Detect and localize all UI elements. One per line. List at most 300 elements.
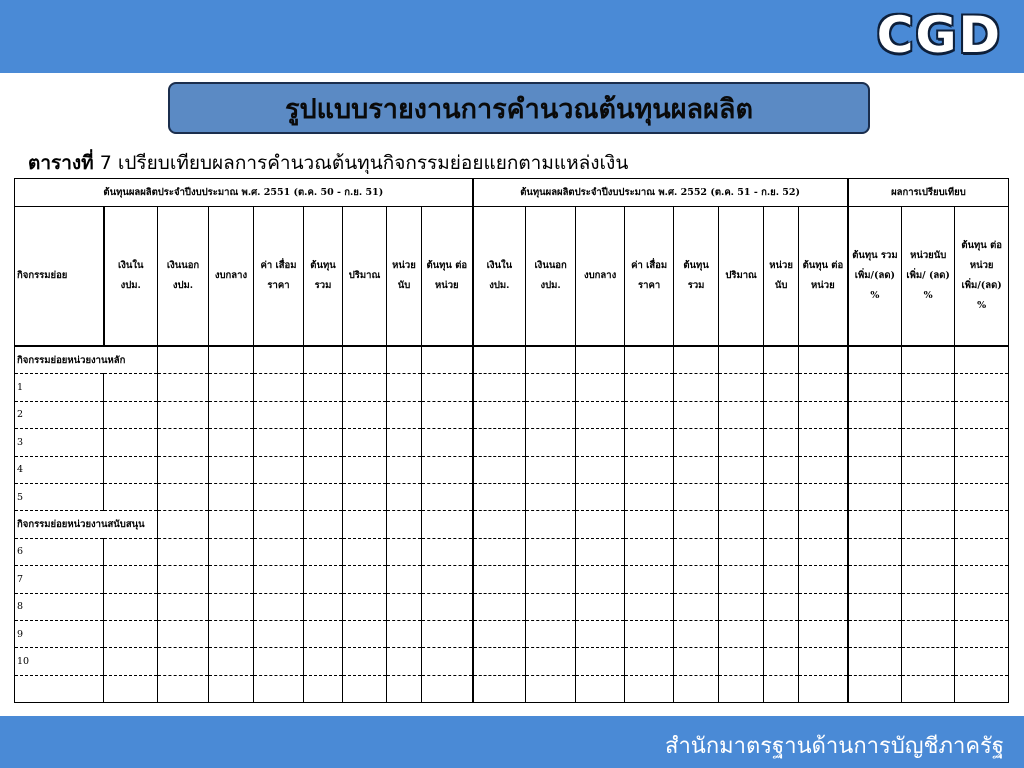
table-cell — [254, 538, 304, 565]
table-cell — [387, 483, 422, 510]
table-cell — [304, 401, 343, 428]
table-cell — [254, 620, 304, 647]
table-cell — [422, 483, 473, 510]
table-cell — [343, 456, 387, 483]
table-row — [15, 648, 1009, 675]
table-cell — [158, 511, 209, 538]
table-cell — [674, 401, 719, 428]
table-cell — [902, 566, 955, 593]
table-row — [15, 511, 1009, 538]
table-cell — [422, 620, 473, 647]
table-cell — [209, 456, 254, 483]
row-label: 4 — [15, 456, 104, 483]
top-banner — [0, 0, 1024, 73]
table-cell — [719, 648, 764, 675]
table-cell — [473, 401, 526, 428]
column-header-2551-4: ค่า เสื่อม ราคา — [254, 207, 304, 347]
table-cell — [576, 374, 625, 401]
table-cell — [422, 401, 473, 428]
table-cell — [576, 593, 625, 620]
table-cell — [674, 566, 719, 593]
table-cell — [387, 593, 422, 620]
table-caption-number: 7 — [99, 152, 112, 174]
table-cell — [955, 675, 1009, 702]
table-cell — [304, 429, 343, 456]
group-header-2552: ต้นทุนผลผลิตประจำปีงบประมาณ พ.ศ. 2552 (ต.ค. 51 - ก.ย. 52) — [473, 179, 848, 207]
table-cell — [343, 566, 387, 593]
table-cell — [526, 483, 576, 510]
table-cell — [576, 346, 625, 374]
table-cell — [955, 538, 1009, 565]
table-cell — [764, 511, 799, 538]
table-cell — [902, 648, 955, 675]
table-cell — [304, 374, 343, 401]
column-header-2551-5: ต้นทุน รวม — [304, 207, 343, 347]
column-header-2551-3: งบกลาง — [209, 207, 254, 347]
table-cell — [902, 429, 955, 456]
column-header-2552-7: หน่วย นับ — [764, 207, 799, 347]
row-label — [15, 675, 104, 702]
table-cell — [254, 593, 304, 620]
table-cell — [576, 620, 625, 647]
table-cell — [158, 538, 209, 565]
table-cell — [799, 429, 848, 456]
table-cell — [209, 483, 254, 510]
column-header-2551-1: เงินใน งปม. — [104, 207, 158, 347]
table-cell — [387, 456, 422, 483]
table-cell — [304, 511, 343, 538]
table-cell — [719, 566, 764, 593]
row-label: 7 — [15, 566, 104, 593]
table-cell — [254, 566, 304, 593]
column-header-2551-8: ต้นทุน ต่อหน่วย — [422, 207, 473, 347]
table-cell — [526, 675, 576, 702]
table-cell — [526, 456, 576, 483]
table-cell — [304, 675, 343, 702]
group-header-compare: ผลการเปรียบเทียบ — [848, 179, 1009, 207]
table-cell — [674, 346, 719, 374]
section-label: กิจกรรมย่อยหน่วยงานหลัก — [15, 346, 104, 374]
table-cell — [674, 675, 719, 702]
table-caption-label: ตารางที่ — [28, 152, 94, 174]
table-cell — [104, 566, 158, 593]
table-cell — [473, 538, 526, 565]
table-cell — [902, 538, 955, 565]
table-cell — [955, 483, 1009, 510]
table-cell — [158, 483, 209, 510]
table-cell — [158, 401, 209, 428]
comparison-table — [14, 178, 1009, 703]
table-cell — [209, 429, 254, 456]
table-cell — [104, 675, 158, 702]
slide-title: รูปแบบรายงานการคำนวณต้นทุนผลผลิต — [284, 93, 754, 125]
table-cell — [158, 566, 209, 593]
table-cell — [764, 401, 799, 428]
table-row — [15, 538, 1009, 565]
table-cell — [576, 456, 625, 483]
table-cell — [764, 593, 799, 620]
table-cell — [473, 346, 526, 374]
table-cell — [674, 483, 719, 510]
table-cell — [625, 648, 674, 675]
table-cell — [719, 538, 764, 565]
table-cell — [158, 429, 209, 456]
table-cell — [473, 620, 526, 647]
table-cell — [343, 401, 387, 428]
table-cell — [625, 483, 674, 510]
table-row — [15, 566, 1009, 593]
table-cell — [387, 374, 422, 401]
table-cell — [387, 566, 422, 593]
table-cell — [526, 648, 576, 675]
table-cell — [526, 429, 576, 456]
table-cell — [104, 620, 158, 647]
table-cell — [799, 374, 848, 401]
table-cell — [955, 566, 1009, 593]
table-cell — [955, 620, 1009, 647]
row-label: 2 — [15, 401, 104, 428]
table-cell — [674, 429, 719, 456]
table-cell — [209, 675, 254, 702]
table-cell — [955, 593, 1009, 620]
table-cell — [719, 429, 764, 456]
table-cell — [625, 429, 674, 456]
table-cell — [104, 483, 158, 510]
table-cell — [343, 675, 387, 702]
table-cell — [387, 346, 422, 374]
table-cell — [799, 346, 848, 374]
table-cell — [719, 675, 764, 702]
table-cell — [473, 648, 526, 675]
table-cell — [526, 538, 576, 565]
column-header-compare-2: หน่วยนับ เพิ่ม/ (ลด) % — [902, 207, 955, 347]
row-label: 1 — [15, 374, 104, 401]
table-cell — [674, 593, 719, 620]
table-row — [15, 429, 1009, 456]
table-cell — [526, 401, 576, 428]
table-cell — [343, 429, 387, 456]
table-cell — [625, 374, 674, 401]
table-cell — [422, 374, 473, 401]
table-cell — [304, 346, 343, 374]
table-cell — [158, 346, 209, 374]
table-cell — [902, 456, 955, 483]
table-cell — [719, 620, 764, 647]
table-cell — [422, 648, 473, 675]
table-cell — [674, 538, 719, 565]
table-cell — [209, 648, 254, 675]
table-cell — [158, 374, 209, 401]
table-cell — [104, 456, 158, 483]
table-cell — [158, 456, 209, 483]
table-cell — [576, 648, 625, 675]
table-cell — [254, 675, 304, 702]
table-cell — [209, 401, 254, 428]
table-row — [15, 374, 1009, 401]
table-cell — [719, 401, 764, 428]
column-header-2552-5: ต้นทุน รวม — [674, 207, 719, 347]
table-cell — [799, 401, 848, 428]
table-cell — [473, 593, 526, 620]
table-cell — [304, 593, 343, 620]
table-cell — [848, 511, 902, 538]
table-cell — [254, 429, 304, 456]
table-cell — [576, 483, 625, 510]
table-cell — [625, 675, 674, 702]
table-cell — [209, 620, 254, 647]
table-cell — [799, 456, 848, 483]
table-cell — [304, 456, 343, 483]
table-cell — [764, 483, 799, 510]
table-cell — [764, 620, 799, 647]
table-cell — [625, 620, 674, 647]
table-cell — [625, 511, 674, 538]
table-cell — [422, 346, 473, 374]
table-cell — [674, 648, 719, 675]
table-cell — [799, 675, 848, 702]
table-cell — [719, 483, 764, 510]
table-cell — [343, 374, 387, 401]
table-cell — [209, 593, 254, 620]
column-header-2552-3: งบกลาง — [576, 207, 625, 347]
table-cell — [674, 374, 719, 401]
table-cell — [902, 401, 955, 428]
table-cell — [209, 346, 254, 374]
table-cell — [674, 511, 719, 538]
table-cell — [848, 648, 902, 675]
table-cell — [625, 593, 674, 620]
table-row — [15, 456, 1009, 483]
table-caption — [28, 148, 628, 178]
table-cell — [422, 429, 473, 456]
table-cell — [473, 511, 526, 538]
table-cell — [104, 648, 158, 675]
table-cell — [848, 429, 902, 456]
table-cell — [902, 675, 955, 702]
table-cell — [848, 566, 902, 593]
table-cell — [902, 620, 955, 647]
table-cell — [422, 538, 473, 565]
table-cell — [254, 374, 304, 401]
table-cell — [902, 593, 955, 620]
column-header-2552-4: ค่า เสื่อม ราคา — [625, 207, 674, 347]
table-cell — [955, 346, 1009, 374]
table-cell — [799, 620, 848, 647]
table-cell — [422, 566, 473, 593]
column-header-2552-8: ต้นทุน ต่อหน่วย — [799, 207, 848, 347]
table-cell — [526, 620, 576, 647]
table-cell — [387, 429, 422, 456]
table-cell — [209, 538, 254, 565]
table-cell — [304, 620, 343, 647]
table-cell — [955, 648, 1009, 675]
table-cell — [304, 538, 343, 565]
comparison-table-container — [14, 178, 1008, 706]
table-cell — [422, 593, 473, 620]
row-label: 9 — [15, 620, 104, 647]
table-cell — [576, 511, 625, 538]
table-cell — [625, 456, 674, 483]
table-cell — [473, 483, 526, 510]
table-cell — [473, 566, 526, 593]
table-cell — [104, 538, 158, 565]
table-cell — [254, 483, 304, 510]
table-cell — [848, 374, 902, 401]
table-cell — [902, 346, 955, 374]
table-cell — [576, 429, 625, 456]
table-cell — [719, 593, 764, 620]
table-cell — [473, 675, 526, 702]
title-box — [168, 82, 870, 134]
table-cell — [576, 401, 625, 428]
group-header-2551: ต้นทุนผลผลิตประจำปีงบประมาณ พ.ศ. 2551 (ต.ค. 50 - ก.ย. 51) — [15, 179, 473, 207]
column-header-2552-1: เงินใน งปม. — [473, 207, 526, 347]
table-cell — [304, 648, 343, 675]
table-cell — [343, 593, 387, 620]
group-header-row — [15, 179, 1009, 207]
table-cell — [209, 374, 254, 401]
table-cell — [387, 511, 422, 538]
table-cell — [625, 566, 674, 593]
table-cell — [848, 401, 902, 428]
table-cell — [576, 538, 625, 565]
table-cell — [209, 566, 254, 593]
table-cell — [104, 593, 158, 620]
row-label: 5 — [15, 483, 104, 510]
table-cell — [764, 429, 799, 456]
table-cell — [473, 456, 526, 483]
table-cell — [719, 456, 764, 483]
table-cell — [674, 620, 719, 647]
table-cell — [387, 538, 422, 565]
table-cell — [764, 456, 799, 483]
table-cell — [104, 374, 158, 401]
table-cell — [625, 538, 674, 565]
table-cell — [848, 346, 902, 374]
table-cell — [576, 566, 625, 593]
table-cell — [799, 483, 848, 510]
column-header-2551-2: เงินนอก งปม. — [158, 207, 209, 347]
column-header-compare-3: ต้นทุน ต่อหน่วย เพิ่ม/(ลด) % — [955, 207, 1009, 347]
table-cell — [764, 566, 799, 593]
table-cell — [719, 511, 764, 538]
table-cell — [764, 648, 799, 675]
column-header-2551-7: หน่วย นับ — [387, 207, 422, 347]
row-label: 6 — [15, 538, 104, 565]
column-header-row — [15, 207, 1009, 347]
table-cell — [848, 456, 902, 483]
table-cell — [422, 675, 473, 702]
table-row — [15, 593, 1009, 620]
column-header-2552-2: เงินนอก งปม. — [526, 207, 576, 347]
footer-org-name: สำนักมาตรฐานด้านการบัญชีภาครัฐ — [665, 734, 1004, 759]
table-cell — [209, 511, 254, 538]
section-label: กิจกรรมย่อยหน่วยงานสนับสนุน — [15, 511, 104, 538]
table-cell — [254, 401, 304, 428]
table-cell — [848, 675, 902, 702]
table-cell — [473, 374, 526, 401]
table-cell — [799, 648, 848, 675]
table-cell — [387, 620, 422, 647]
table-cell — [955, 374, 1009, 401]
table-cell — [719, 374, 764, 401]
table-cell — [473, 429, 526, 456]
table-cell — [304, 566, 343, 593]
table-cell — [719, 346, 764, 374]
row-label: 3 — [15, 429, 104, 456]
table-cell — [254, 511, 304, 538]
table-row — [15, 346, 1009, 374]
table-cell — [799, 538, 848, 565]
table-cell — [104, 401, 158, 428]
table-cell — [526, 346, 576, 374]
table-cell — [674, 456, 719, 483]
table-cell — [104, 429, 158, 456]
table-cell — [304, 483, 343, 510]
table-row — [15, 483, 1009, 510]
table-cell — [526, 566, 576, 593]
table-cell — [764, 538, 799, 565]
table-cell — [254, 456, 304, 483]
table-cell — [848, 620, 902, 647]
table-cell — [625, 346, 674, 374]
table-row — [15, 620, 1009, 647]
table-cell — [902, 511, 955, 538]
table-cell — [343, 538, 387, 565]
table-cell — [799, 566, 848, 593]
table-cell — [764, 675, 799, 702]
table-cell — [158, 675, 209, 702]
table-cell — [158, 593, 209, 620]
row-label: 8 — [15, 593, 104, 620]
column-header-activity: กิจกรรมย่อย — [15, 207, 104, 347]
cgd-logo: CGD — [876, 6, 1002, 64]
table-cell — [955, 429, 1009, 456]
table-cell — [343, 483, 387, 510]
table-cell — [955, 456, 1009, 483]
table-cell — [799, 593, 848, 620]
table-cell — [254, 346, 304, 374]
column-header-2551-6: ปริมาณ — [343, 207, 387, 347]
table-cell — [526, 511, 576, 538]
table-cell — [526, 374, 576, 401]
table-cell — [422, 511, 473, 538]
table-cell — [254, 648, 304, 675]
table-cell — [576, 675, 625, 702]
table-cell — [902, 483, 955, 510]
table-cell — [343, 346, 387, 374]
table-cell — [848, 538, 902, 565]
table-cell — [343, 620, 387, 647]
table-caption-text: เปรียบเทียบผลการคำนวณต้นทุนกิจกรรมย่อยแยกตามแหล่งเงิน — [117, 152, 629, 174]
column-header-compare-1: ต้นทุน รวม เพิ่ม/(ลด) % — [848, 207, 902, 347]
table-cell — [387, 401, 422, 428]
table-cell — [387, 675, 422, 702]
table-cell — [625, 401, 674, 428]
table-cell — [158, 648, 209, 675]
table-cell — [955, 511, 1009, 538]
table-cell — [343, 648, 387, 675]
column-header-2552-6: ปริมาณ — [719, 207, 764, 347]
table-cell — [526, 593, 576, 620]
table-cell — [848, 593, 902, 620]
table-cell — [955, 401, 1009, 428]
table-cell — [343, 511, 387, 538]
table-cell — [902, 374, 955, 401]
table-cell — [764, 346, 799, 374]
row-label: 10 — [15, 648, 104, 675]
table-cell — [422, 456, 473, 483]
